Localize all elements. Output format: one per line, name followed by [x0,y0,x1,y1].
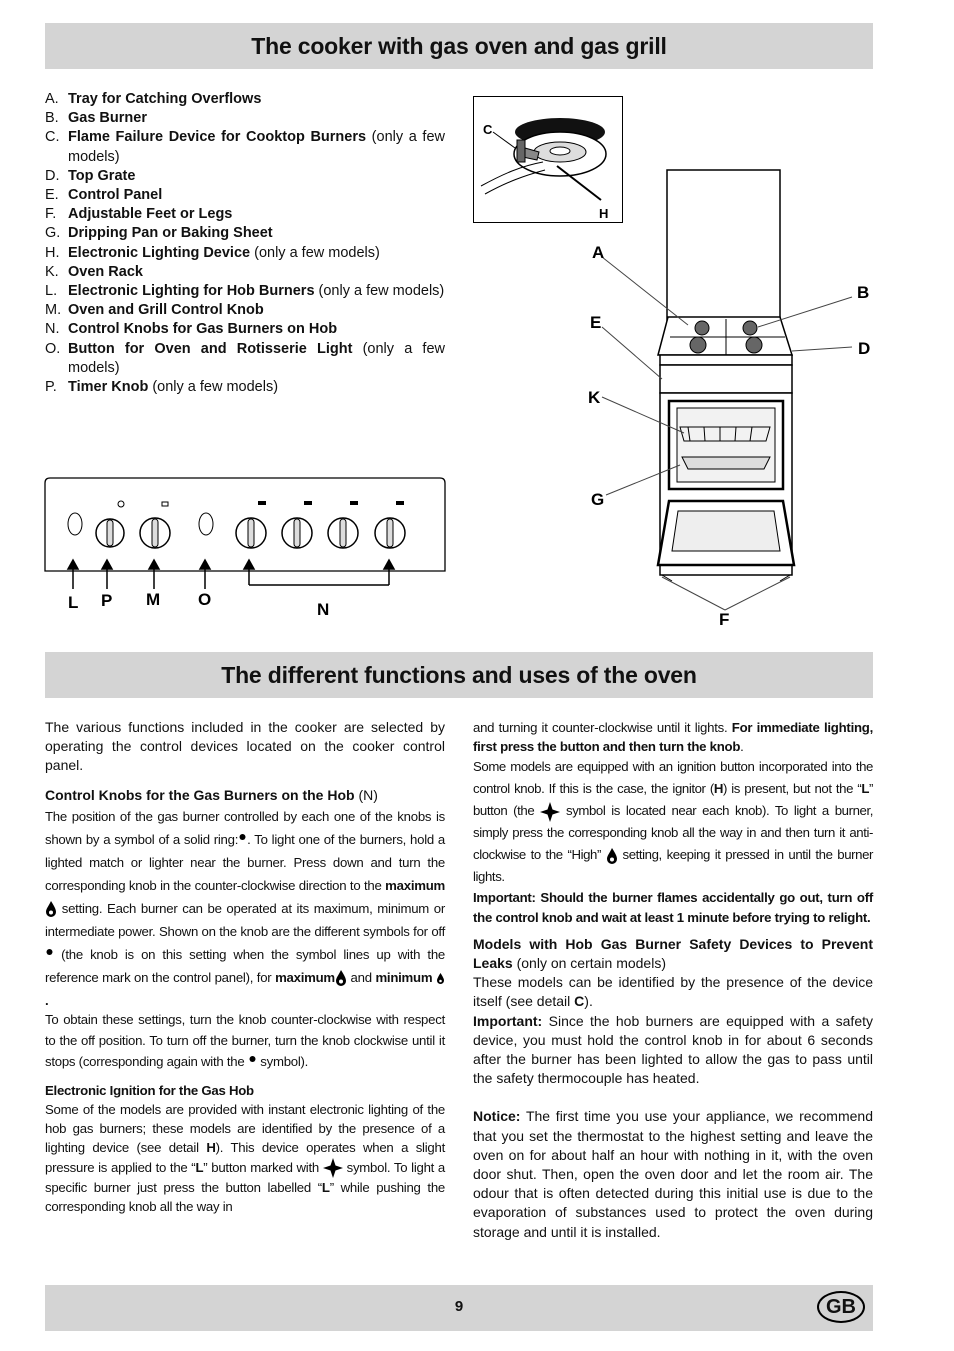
cont-text-end: . [740,739,744,755]
part-name: Oven and Grill Control Knob [68,302,264,319]
knobs-heading-suffix: (N) [354,786,378,803]
ignition-paragraph [45,1100,445,1217]
minimum-label: minimum [375,969,433,985]
knobs-text-5: To obtain these settings, turn the knob counter-clockwise with respect to the off position. To turn off the burner, turn the knob clockwise until it stops (corresponding again with the [45,1011,445,1069]
and-text: and [346,969,376,985]
part-letter: E. [45,187,59,204]
label-m: M [146,590,161,609]
off-dot-icon [248,1055,257,1069]
safety-heading-text: Models with Hob Gas Burner Safety Devices to Prevent Leaks [473,935,873,972]
detail-h: H [713,781,723,797]
maximum-label: maximum [385,877,445,893]
immediate-lighting-note: For immediate lighting, first press the button and then turn the knob [473,720,874,755]
important-safety [473,1012,873,1089]
part-name: Control Panel [68,187,163,204]
label-h: H [599,206,609,221]
cont-text-2: Some models are equipped with an ignition button incorporated into the control knob. If this is the case, the ignitor ( [473,759,873,797]
ignitor-paragraph [473,756,873,888]
part-name: Control Knobs for Gas Burners on Hob [68,321,338,338]
part-letter: F. [45,206,57,223]
safety-text-end: ). [584,993,593,1010]
label-d: D [858,339,871,358]
large-flame-icon [606,847,618,865]
important-warning [473,888,873,926]
knobs-paragraph-2 [45,1009,445,1072]
label-f: F [719,610,730,629]
l-button-ref: L [195,1159,204,1175]
label-g: G [591,490,605,509]
small-flame-icon [436,972,445,984]
ignition-heading: Electronic Ignition for the Gas Hob [45,1082,254,1098]
part-item [45,128,445,166]
l-button-ref: L [861,781,869,797]
part-letter: G. [45,225,61,242]
part-letter: O. [45,340,61,357]
part-name: Tray for Catching Overflows [68,91,262,107]
page-footer [45,1285,873,1331]
knobs-text-3: setting. Each burner can be operated at its maximum, minimum or intermediate power. Shown on the knob are the different symbols for off [45,900,445,939]
country-badge: GB [817,1291,865,1323]
large-flame-icon [335,969,347,987]
l-button-ref: L [321,1180,330,1196]
detail-c: C [574,993,585,1010]
detail-h: H [206,1140,216,1156]
page-number: 9 [454,1298,464,1315]
safety-paragraph [473,973,873,1011]
label-p: P [101,591,113,610]
knobs-paragraph [45,805,445,1012]
part-letter: N. [45,321,60,338]
important-label: Important: [473,1012,543,1029]
part-item [45,320,445,339]
part-letter: C. [45,129,60,146]
functions-title-banner [45,652,873,698]
cont-text-5: symbol is located near each knob). To light a burner, simply press the corresponding knob all the way in and then turn it anti-clockwise to the “High” [473,803,873,863]
important-warning-text: Important: Should the burner flames accidentally go out, turn off the control knob and wait at least 1 minute before trying to relight. [473,890,873,925]
intro-paragraph: The various functions included in the cooker are selected by operating the control devices located on the cooker control panel. [45,719,445,774]
label-l: L [68,593,79,612]
parts-list [45,90,445,397]
part-name: Gas Burner [68,110,147,127]
cooker-illustration [580,165,880,635]
cooker-title-banner [45,23,873,69]
part-item [45,263,445,282]
part-note: (only a few models) [148,379,279,396]
maximum-label: maximum [275,969,335,985]
off-dot-icon [45,948,54,962]
part-letter: B. [45,110,59,127]
part-letter: H. [45,244,60,261]
label-n: N [317,600,330,619]
part-name: Timer Knob [68,379,149,396]
part-name: Dripping Pan or Baking Sheet [68,225,273,242]
safety-heading [473,935,873,973]
knobs-heading [45,786,445,805]
cont-text-4: ” button (the [473,781,873,819]
part-item [45,205,445,224]
solid-ring-icon [238,833,247,847]
spark-star-icon [540,802,560,822]
part-letter: L. [45,283,58,300]
part-name: Button for Oven and Rotisserie Light [68,340,353,357]
part-note: (only a few models) [250,244,380,261]
knobs-text-6: symbol). [256,1053,309,1069]
control-panel-illustration [44,477,446,622]
part-item [45,340,445,378]
part-note: (only a few models) [68,129,445,165]
part-item [45,224,445,243]
part-item [45,378,445,397]
safety-heading-suffix: (only on certain models) [512,955,666,972]
part-item [45,109,445,128]
functions-title: The different functions and uses of the oven [221,661,697,688]
cont-text-6: setting, keeping it pressed in until the burner lights. [473,847,873,885]
label-k: K [588,388,601,407]
part-name: Electronic Lighting for Hob Burners [68,283,315,300]
cooker-title: The cooker with gas oven and gas grill [251,32,667,59]
safety-text: These models can be identified by the presence of the device itself (see detail [473,974,873,1010]
part-item [45,186,445,205]
part-letter: M. [45,302,62,319]
knobs-text-2: . To light one of the burners, hold a lighted match or lighter near the burner. Press down and turn the corresponding knob in the counter-clockwise direction to the [45,831,445,893]
part-item [45,90,445,109]
part-name: Electronic Lighting Device [68,244,251,261]
label-c: C [483,122,493,137]
part-letter: P. [45,379,57,396]
part-note: (only a few models) [68,340,445,376]
ignition-continued [473,718,873,756]
ignition-text-2: ). This device operates when a slight pressure is applied to the “ [45,1140,445,1175]
ignition-text-1: Some of the models are provided with instant electronic lighting of the hob gas burners; these models are identified by the presence of a lighting device (see detail [45,1102,445,1156]
part-item [45,301,445,320]
large-flame-icon [45,900,57,918]
spark-star-icon [323,1158,343,1178]
cont-text-3: ) is present, but not the “ [722,781,862,797]
part-letter: K. [45,263,59,280]
knobs-text-4: (the knob is on this setting when the symbol lines up with the reference mark on the control panel), for [45,946,445,985]
label-o: O [198,590,212,609]
knobs-text-1: The position of the gas burner controlled by each one of the knobs is shown by a symbol of a solid ring: [45,808,445,847]
part-name: Oven Rack [68,263,143,280]
ignition-text-5: ” while pushing the corresponding knob all the way in [45,1180,445,1215]
notice-text: The first time you use your appliance, we recommend that you set the thermostat to the highest setting and leave the oven on for about half an hour with nothing in it, with the oven door shut. Then, open the oven door and let the room air. The odour that is often detected during this initial use is due to the evaporation of substances used to protect the oven during storage and until it is installed. [473,1108,873,1240]
cont-text-1: and turning it counter-clockwise until it lights. [473,720,732,735]
label-a: A [592,243,605,262]
label-b: B [857,283,870,302]
part-name: Flame Failure Device for Cooktop Burners [68,129,367,146]
notice-label: Notice: [473,1108,521,1125]
part-letter: D. [45,167,60,184]
part-name: Top Grate [68,167,136,184]
left-text-column [45,718,445,1217]
ignition-text-4: symbol. To light a specific burner just press the button labelled “ [45,1159,445,1196]
notice-paragraph [473,1107,873,1241]
part-note: (only a few models) [314,283,445,300]
right-text-column [473,718,873,1242]
period: . [45,992,49,1008]
knobs-heading-text: Control Knobs for the Gas Burners on the Hob [45,786,355,803]
part-item [45,167,445,186]
ignition-text-3: ” button marked with [203,1159,323,1175]
part-name: Adjustable Feet or Legs [68,206,233,223]
part-letter: A. [45,91,59,107]
part-item [45,244,445,263]
important-safety-text: Since the hob burners are equipped with a safety device, you must hold the control knob in for about 6 seconds after the burner has been lighted to allow the gas to pass until the safety thermocouple has heated. [473,1012,873,1087]
part-item [45,282,445,301]
label-e: E [590,313,602,332]
